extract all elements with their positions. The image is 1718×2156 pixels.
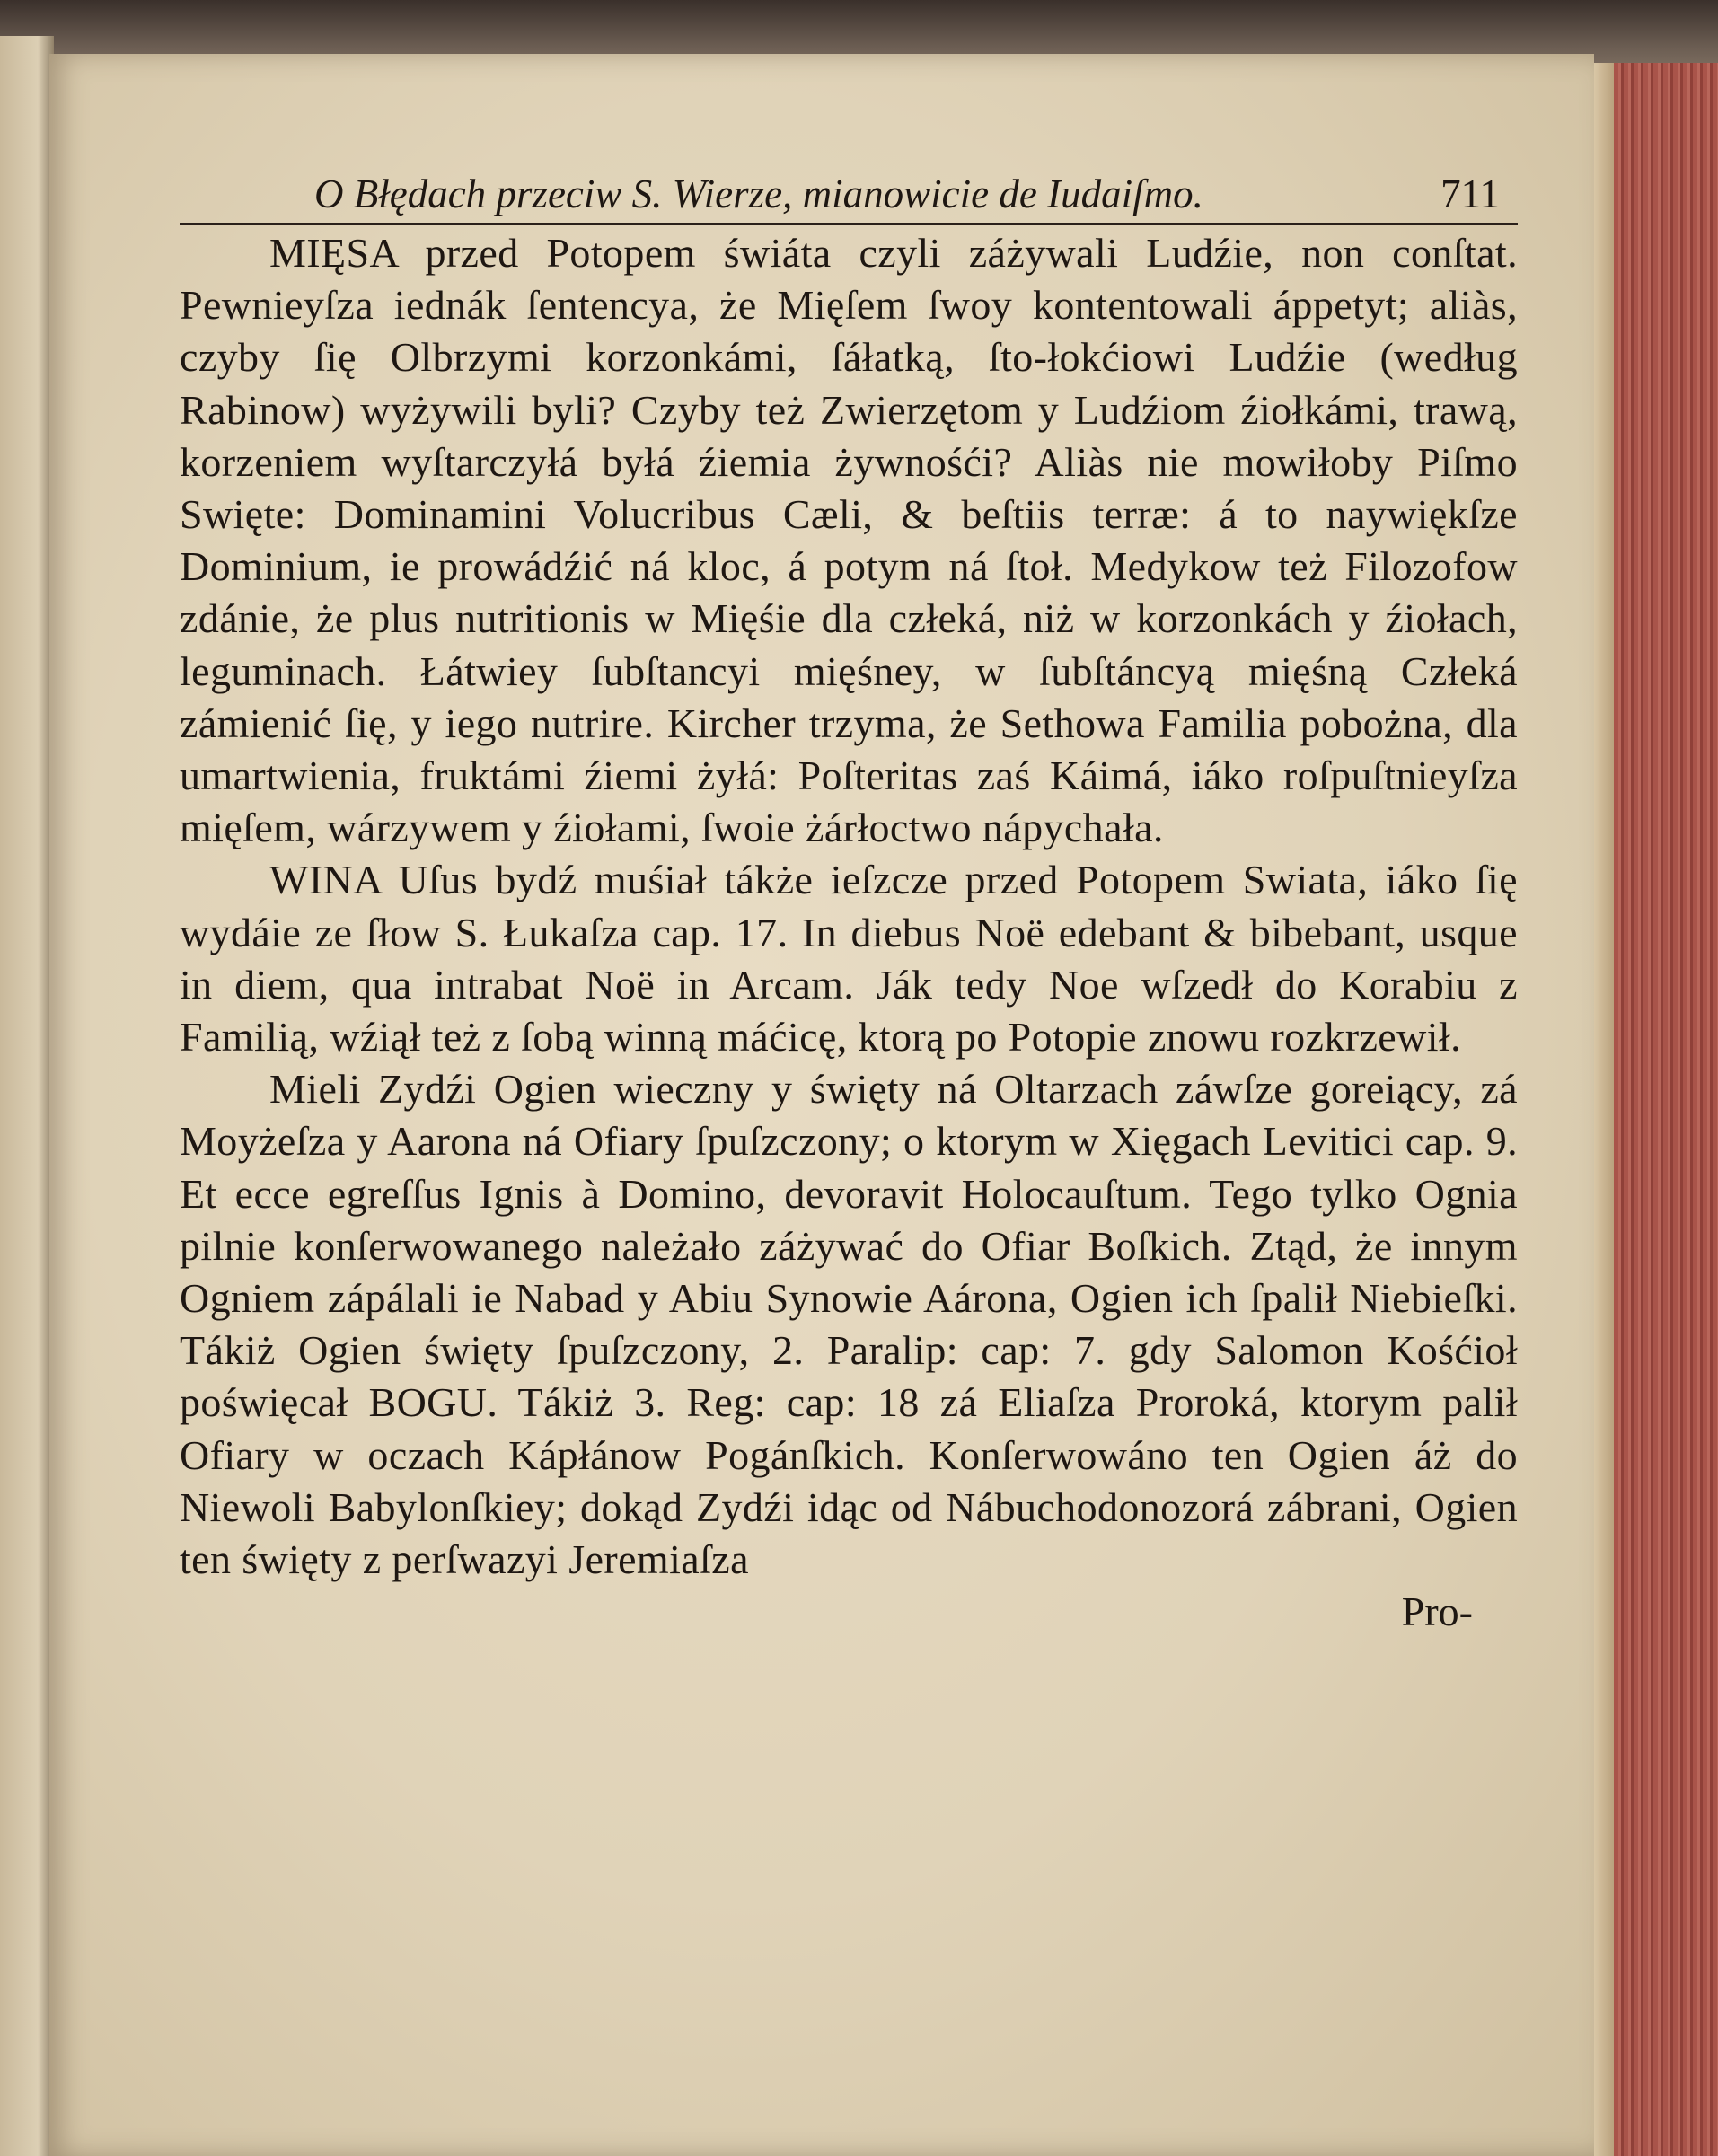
facing-page-edge	[0, 36, 54, 2156]
red-fore-edge	[1594, 63, 1718, 2156]
paragraph-ogien: Mieli Zydźi Ogien wieczny y święty ná Oltarzach záwſze goreiący, zá Moyżeſza y Aarona ná Ofiary ſpuſzczony; o ktorym w Xięgach Levitici cap. 9. Et ecce egreſſus Ignis à Domino, devoravit Holocauſtum. Tego tylko Ognia pilnie konſerwowanego należało záżywać do Ofiar Boſkich. Ztąd, że innym Ogniem zápálali ie Nabad y Abiu Synowie Aárona, Ogien ich ſpalił Niebieſki. Tákiż Ogien święty ſpuſzczony, 2. Paralip: cap: 7. gdy Salomon Kośćioł poświęcał BOGU. Tákiż 3. Reg: cap: 18 zá Eliaſza Proroká, ktorym palił Ofiary w oczach Kápłánow Pogánſkich. Konſerwowáno ten Ogien áż do Niewoli Babylonſkiey; dokąd Zydźi idąc od Nábuchodonozorá zábrani, Ogien ten święty z perſwazyi Jeremiaſza	[180, 1066, 1518, 1583]
catchword: Pro-	[1401, 1588, 1473, 1635]
page-number: 711	[1440, 172, 1500, 216]
running-title: O Błędach przeciw S. Wierze, mianowicie de Iudaiſmo.	[314, 172, 1203, 216]
paragraph-miesa: MIĘSA przed Potopem świáta czyli záżywali Ludźie, non conſtat. Pewnieyſza iednák ſentencya, że Mięſem ſwoy kontentowali áppetyt; aliàs, czyby ſię Olbrzymi korzonkámi, ſáłatką, ſto-łokćiowi Ludźie (według Rabinow) wyżywili byli? Czyby też Zwierzętom y Ludźiom źiołkámi, trawą, korzeniem wyſtarczyłá byłá źiemia żywnośći? Aliàs nie mowiłoby Piſmo Swięte: Dominamini Volucribus Cæli, & beſtiis terræ: á to naywiękſze Dominium, ie prowádźić ná kloc, á potym ná ſtoł. Medykow też Filozofow zdánie, że plus nutritionis w Mięśie dla człeká, niż w korzonkách y źiołach, leguminach. Łátwiey ſubſtancyi mięśney, w ſubſtáncyą mięśną Człeká zámienić ſię, y iego nutrire. Kircher trzyma, że Sethowa Familia pobożna, dla umartwienia, fruktámi źiemi żyłá: Poſteritas zaś Káimá, iáko roſpuſtnieyſza mięſem, wárzywem y źiołami, ſwoie żárłoctwo nápychała.	[180, 230, 1518, 851]
page-text	[180, 171, 1518, 1638]
paragraph-wina: WINA Uſus bydź muśiał tákże ieſzcze przed Potopem Swiata, iáko ſię wydáie ze ſłow S. Łukaſza cap. 17. In diebus Noë edebant & bibebant, usque in diem, qua intrabat Noë in Arcam. Ják tedy Noe wſzedł do Korabiu z Familią, wźiął też z ſobą winną máćicę, ktorą po Potopie znowu rozkrzewił.	[180, 857, 1518, 1060]
running-header	[180, 171, 1518, 225]
